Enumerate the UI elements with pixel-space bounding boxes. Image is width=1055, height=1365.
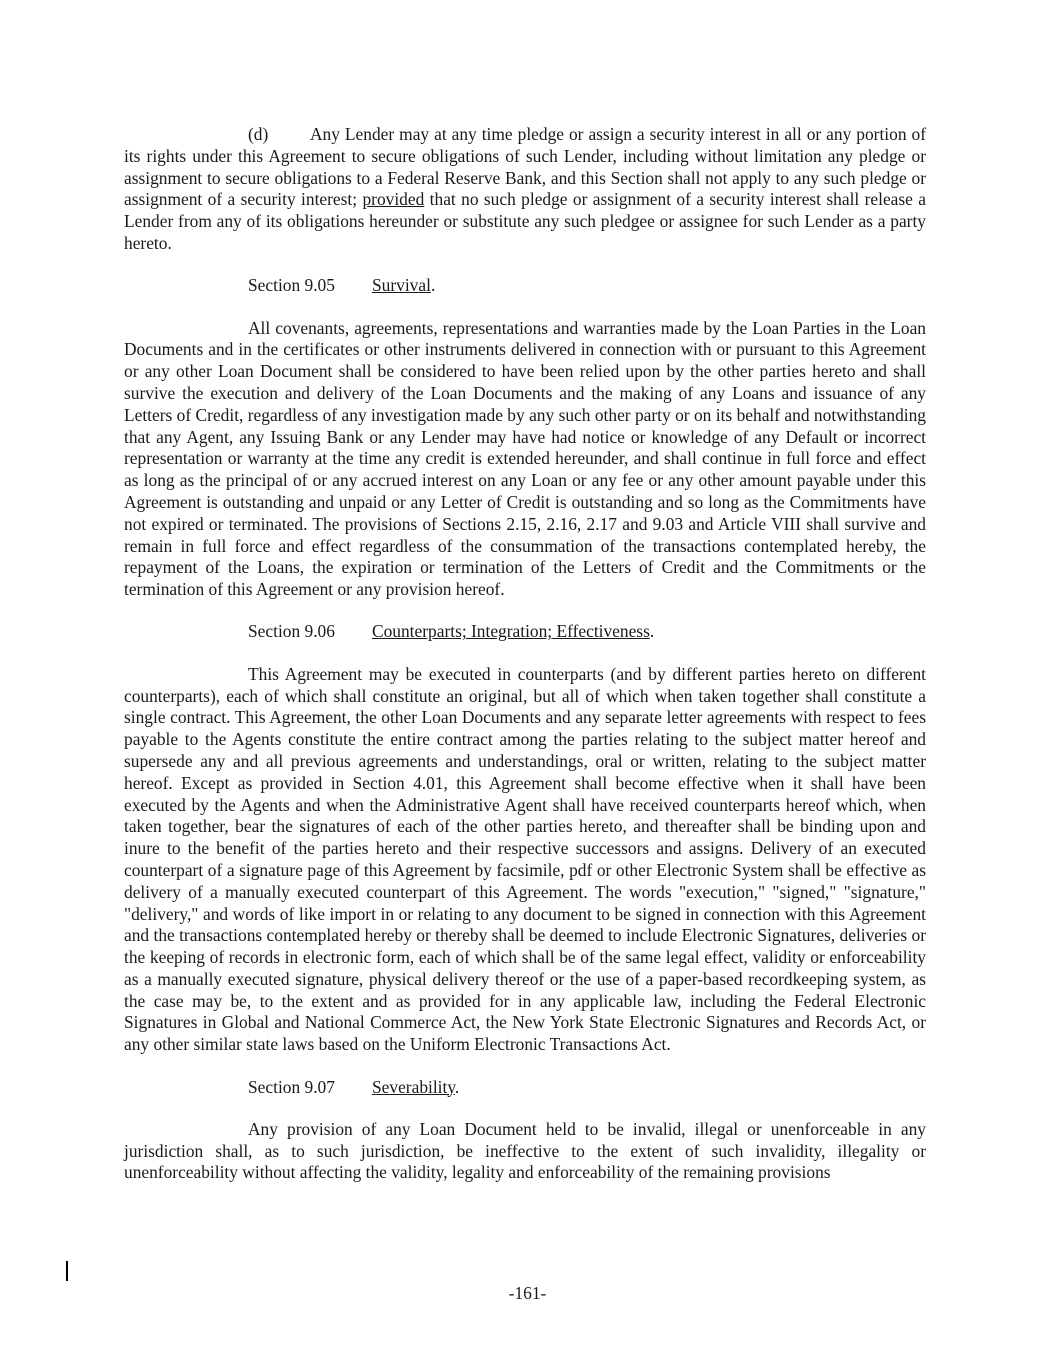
section-title: Severability: [372, 1076, 455, 1097]
paragraph-d-text-1: Any Lender may at any time pledge or assign a security interest in all or any portion of its rights under this Agreement to secure obligations of such Lender, including without limitation any pledge or assignment to secure obligations to a Federal Reserve Bank, and this Section shall not apply to any such pledge or assignment of a security interest;: [124, 124, 926, 210]
section-heading-9-07: Section 9.07 Severability.: [248, 1076, 460, 1097]
revision-margin-bar: [66, 1261, 68, 1281]
section-title: Counterparts; Integration; Effectiveness: [372, 621, 650, 642]
section-body-9-05: All covenants, agreements, representations and warranties made by the Loan Parties in the Loan Documents and in the certificates or other instruments delivered in connection with or pursuant to this Agreement or any other Loan Document shall be considered to have been relied upon by the other parties hereto and shall survive the execution and delivery of the Loan Documents and the making of any Loans and issuance of any Letters of Credit, regardless of any investigation made by any such other party or on its behalf and notwithstanding that any Agent, any Issuing Bank or any Lender may have had notice or knowledge of any Default or incorrect representation or warranty at the time any credit is extended hereunder, and shall continue in full force and effect as long as the principal of or any accrued interest on any Loan or any fee or any other amount payable under this Agreement is outstanding and unpaid or any Letter of Credit is outstanding and so long as the Commitments have not expired or terminated. The provisions of Sections 2.15, 2.16, 2.17 and 9.03 and Article VIII shall survive and remain in full force and effect regardless of the consummation of the transactions contemplated hereby, the repayment of the Loans, the expiration or termination of the Letters of Credit and the Commitments or the termination of this Agreement or any provision hereof.: [124, 317, 926, 600]
section-heading-9-05: Section 9.05 Survival.: [248, 275, 436, 296]
section-body-9-06: This Agreement may be executed in counterparts (and by different parties hereto on different counterparts), each of which shall constitute an original, but all of which when taken together shall constitute a single contract. This Agreement, the other Loan Documents and any separate letter agreements with respect to fees payable to the Agents constitute the entire contract among the parties relating to the subject matter hereof and supersede any and all previous agreements and understandings, oral or written, relating to the subject matter hereof. Except as provided in Section 4.01, this Agreement shall become effective when it shall have been executed by the Agents and when the Administrative Agent shall have received counterparts hereof which, when taken together, bear the signatures of each of the other parties hereto, and thereafter shall be binding upon and inure to the benefit of the parties hereto and their respective successors and assigns. Delivery of an executed counterpart of a signature page of this Agreement by facsimile, pdf or other Electronic System shall be effective as delivery of a manually executed counterpart of this Agreement. The words "execution," "signed," "signature," "delivery," and words of like import in or relating to any document to be signed in connection with this Agreement and the transactions contemplated hereby or thereby shall be deemed to include Electronic Signatures, deliveries or the keeping of records in electronic form, each of which shall be of the same legal effect, validity or enforceability as a manually executed signature, physical delivery thereof or the use of a paper-based recordkeeping system, as the case may be, to the extent and as provided for in any applicable law, including the Federal Electronic Signatures in Global and National Commerce Act, the New York State Electronic Signatures and Records Act, or any other similar state laws based on the Uniform Electronic Transactions Act.: [124, 663, 926, 1055]
section-title: Survival: [372, 275, 431, 296]
paragraph-d: [124, 124, 926, 255]
document-page: [124, 124, 926, 1184]
section-heading-9-06: Section 9.06 Counterparts; Integration; Effectiveness.: [248, 621, 655, 642]
section-number: Section 9.06: [248, 621, 335, 642]
paragraph-d-label: (d): [248, 124, 269, 144]
section-number: Section 9.05: [248, 275, 335, 296]
section-body-9-07: Any provision of any Loan Document held to be invalid, illegal or unenforceable in any jurisdiction shall, as to such jurisdiction, be ineffective to the extent of such invalidity, illegality or unenforceability without affecting the validity, legality and enforceability of the remaining provisions: [124, 1118, 926, 1183]
provided-term: provided: [362, 189, 425, 210]
paragraph-d-text-2: that no such pledge or assignment of a security interest shall release a Lender from any of its obligations hereunder or substitute any such pledgee or assignee for such Lender as a party hereto.: [124, 189, 926, 253]
page-number: -161-: [508, 1283, 547, 1303]
section-number: Section 9.07: [248, 1076, 335, 1097]
